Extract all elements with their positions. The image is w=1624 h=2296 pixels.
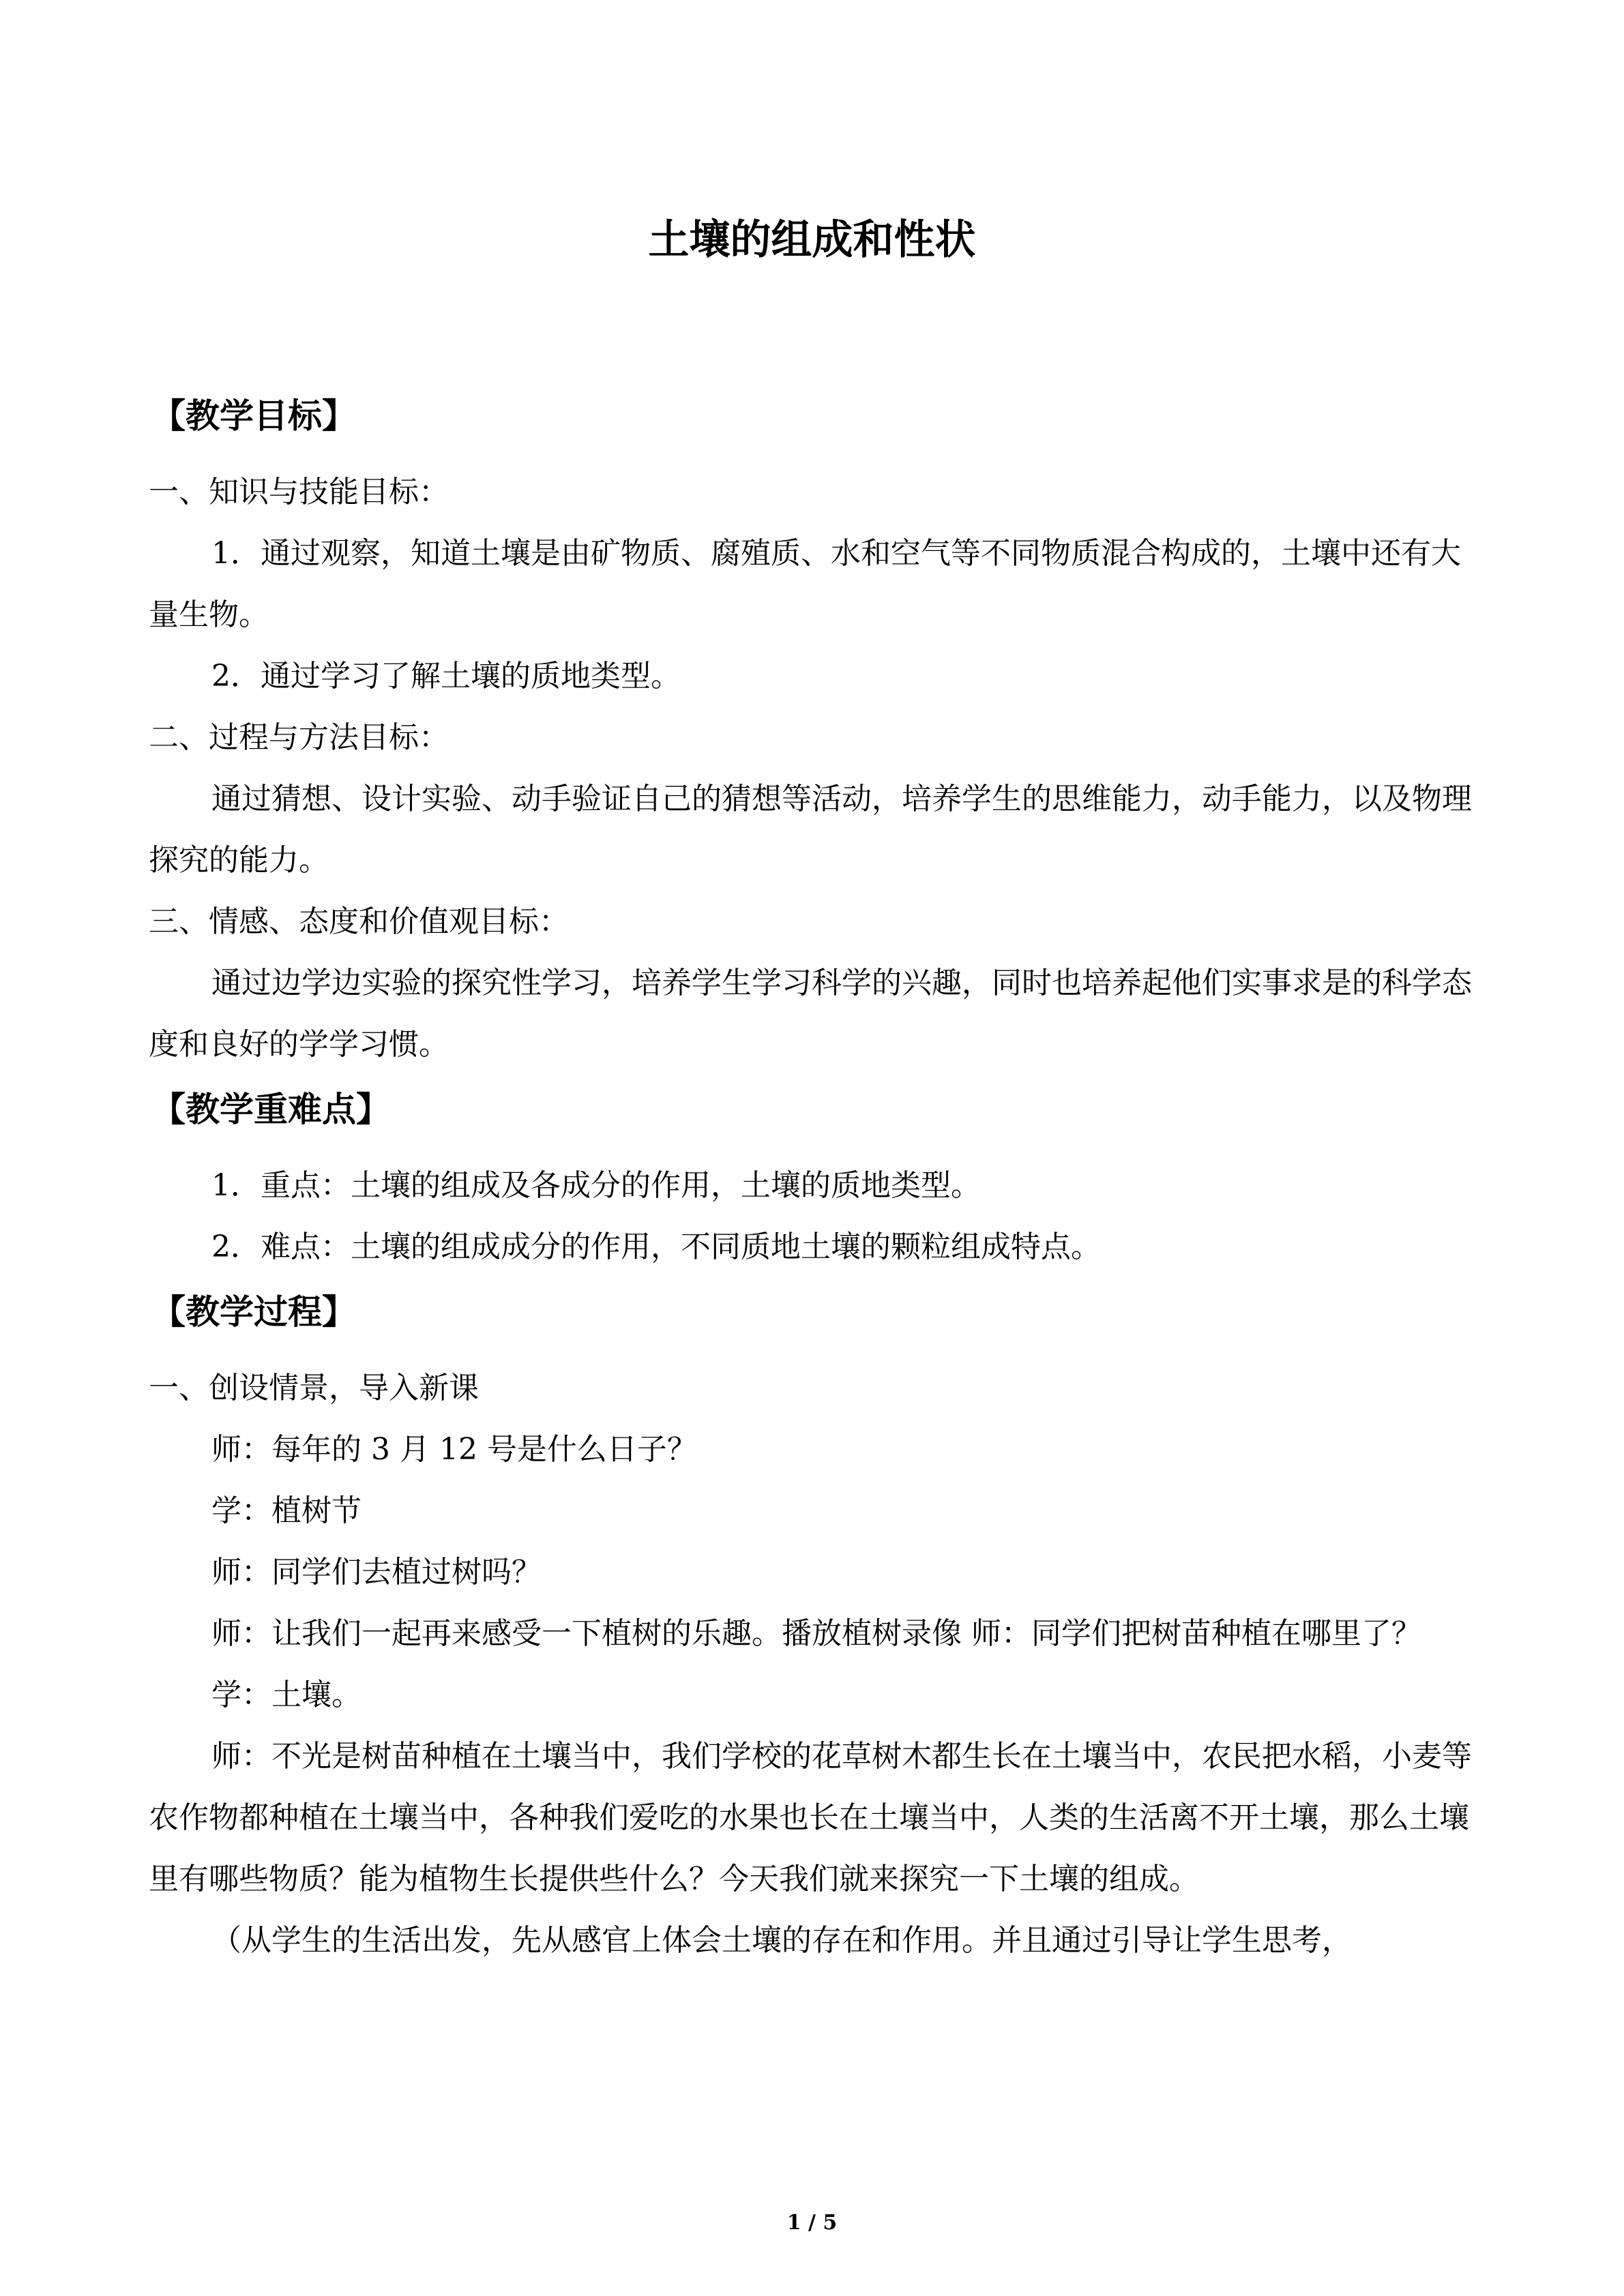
process-methods-text: 通过猜想、设计实验、动手验证自己的猜想等活动，培养学生的思维能力，动手能力，以及物理探究的能力。 — [149, 781, 1472, 878]
page-number: 1 / 5 — [786, 2211, 838, 2235]
step-1-heading: 一、创设情景，导入新课 — [149, 1371, 479, 1405]
dialogue-line: 师：不光是树苗种植在土壤当中，我们学校的花草树木都生长在土壤当中，农民把水稻，小麦等农作物都种植在土壤当中，各种我们爱吃的水果也长在土壤当中，人类的生活离不开土壤，那么土壤里有哪些物质？能为植物生长提供些什么？今天我们就来探究一下土壤的组成。 — [149, 1739, 1472, 1896]
section-heading-teaching-process: 【教学过程】 — [151, 1292, 356, 1332]
emotion-values-text: 通过边学边实验的探究性学习，培养学生学习科学的兴趣，同时也培养起他们实事求是的科学态度和良好的学学习惯。 — [149, 966, 1472, 1062]
subheading-process-methods: 二、过程与方法目标： — [149, 720, 449, 755]
dialogue-line: 师：每年的 3 月 12 号是什么日子？ — [211, 1432, 697, 1467]
dialogue-line: 学：植树节 — [211, 1493, 361, 1528]
key-point-item-2: 2．难点：土壤的组成成分的作用，不同质地土壤的颗粒组成特点。 — [211, 1229, 1101, 1264]
section-heading-key-points: 【教学重难点】 — [151, 1090, 390, 1129]
knowledge-item-2: 2．通过学习了解土壤的质地类型。 — [211, 659, 681, 694]
key-point-item-1: 1．重点：土壤的组成及各成分的作用，土壤的质地类型。 — [211, 1168, 981, 1203]
subheading-knowledge-skills: 一、知识与技能目标： — [149, 475, 449, 509]
dialogue-line: 学：土壤。 — [211, 1678, 361, 1712]
subheading-emotion-values: 三、情感、态度和价值观目标： — [149, 904, 569, 939]
section-heading-objectives: 【教学目标】 — [151, 396, 356, 436]
dialogue-line: 师：同学们去植过树吗？ — [211, 1555, 542, 1590]
document-body — [149, 385, 1486, 1971]
knowledge-item-1: 1．通过观察，知道土壤是由矿物质、腐殖质、水和空气等不同物质混合构成的，土壤中还有大量生物。 — [149, 536, 1461, 632]
dialogue-line: 师：让我们一起再来感受一下植树的乐趣。播放植树录像 师：同学们把树苗种植在哪里了？ — [211, 1616, 1421, 1651]
teaching-note: （从学生的生活出发，先从感官上体会土壤的存在和作用。并且通过引导让学生思考， — [211, 1923, 1352, 1958]
document-title: 土壤的组成和性状 — [648, 216, 976, 264]
